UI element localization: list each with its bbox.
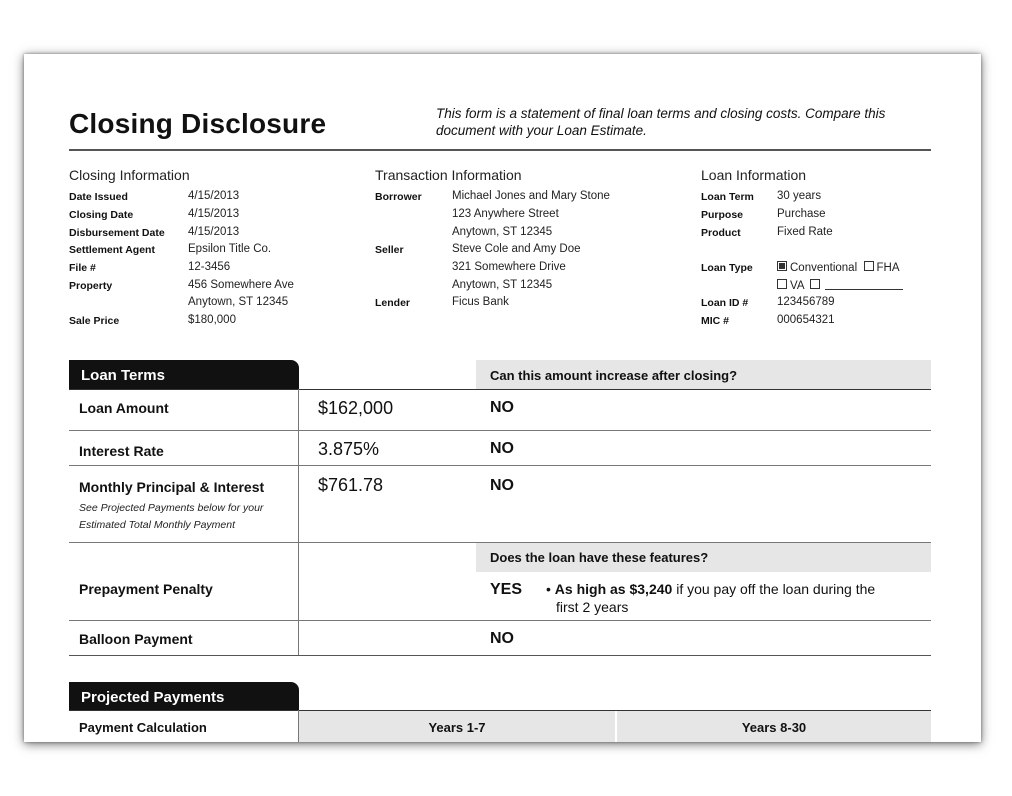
seller-label: Seller [375,244,404,256]
product-label: Product [701,227,741,239]
balloon-payment-label: Balloon Payment [79,631,193,647]
increase-question: Can this amount increase after closing? [490,368,738,383]
payment-calculation-label: Payment Calculation [79,720,207,735]
seller-address-line1: 321 Somewhere Drive [452,261,566,273]
loan-id-value: 123456789 [777,296,835,308]
loan-id-label: Loan ID # [701,297,749,309]
property-label: Property [69,280,113,292]
borrower-address-line1: 123 Anywhere Street [452,208,559,220]
monthly-pi-note: See Projected Payments below for your Estimated Total Monthly Payment [79,502,264,531]
sale-price-value: $180,000 [188,314,236,326]
prepayment-penalty-answer: YES [490,581,523,598]
closing-disclosure-page [24,54,981,742]
prepayment-amount: As high as $3,240 [554,581,673,597]
header-divider [69,149,931,151]
prepayment-detail-text: if you pay off the loan during the [672,581,876,597]
bullet: • [546,581,551,597]
settlement-agent-value: Epsilon Title Co. [188,243,272,255]
disbursement-date-value: 4/15/2013 [188,226,240,238]
file-number-value: 12-3456 [188,261,231,273]
row-divider [69,430,931,431]
page-subtitle: This form is a statement of final loan terms and closing costs. Compare this document with your Loan Estimate. [436,106,886,138]
seller-name: Steve Cole and Amy Doe [452,243,581,255]
loan-terms-tab: Loan Terms [69,360,299,389]
disbursement-date-label: Disbursement Date [69,227,165,239]
closing-info-heading: Closing Information [69,167,190,183]
sale-price-label: Sale Price [69,315,120,327]
monthly-pi-answer: NO [490,477,514,494]
monthly-pi-value: $761.78 [318,475,384,495]
settlement-agent-label: Settlement Agent [69,244,155,256]
loan-amount-answer: NO [490,399,514,416]
seller-address-line2: Anytown, ST 12345 [452,279,553,291]
loan-amount-value: $162,000 [318,398,394,418]
prepayment-penalty-detail [546,580,875,598]
borrower-address-line2: Anytown, ST 12345 [452,226,553,238]
purpose-value: Purchase [777,208,826,220]
borrower-name: Michael Jones and Mary Stone [452,190,610,202]
lender-label: Lender [375,297,411,309]
loan-terms-top-rule [69,389,931,390]
years-1-7-header: Years 1-7 [428,720,486,735]
years-8-30-header: Years 8-30 [741,720,807,735]
row-divider [69,465,931,466]
conventional-checkbox[interactable] [777,261,787,271]
other-checkbox[interactable] [810,279,820,289]
row-divider [69,620,931,621]
va-checkbox[interactable] [777,279,787,289]
loan-type-label: Loan Type [701,262,753,274]
borrower-label: Borrower [375,191,422,203]
closing-date-label: Closing Date [69,209,134,221]
balloon-payment-answer: NO [490,630,514,647]
loan-type-options-row1 [777,261,900,274]
interest-rate-value: 3.875% [318,439,380,459]
loan-info-heading: Loan Information [701,167,807,183]
property-value-line1: 456 Somewhere Ave [188,279,294,291]
interest-rate-answer: NO [490,440,514,457]
monthly-pi-label: Monthly Principal & Interest [79,479,265,495]
file-number-label: File # [69,262,96,274]
loan-term-value: 30 years [777,190,822,202]
projected-payments-tab: Projected Payments [69,682,299,711]
loan-term-label: Loan Term [701,191,754,203]
other-loan-type-blank[interactable] [825,279,903,290]
product-value: Fixed Rate [777,226,833,238]
mic-label: MIC # [701,315,730,327]
date-issued-value: 4/15/2013 [188,190,240,202]
interest-rate-label: Interest Rate [79,443,164,459]
fha-option-label: FHA [876,262,900,274]
property-value-line2: Anytown, ST 12345 [188,296,289,308]
prepayment-penalty-label: Prepayment Penalty [79,581,213,597]
mic-value: 000654321 [777,314,835,326]
va-option-label: VA [790,280,804,292]
conventional-option-label: Conventional [790,262,858,274]
closing-date-value: 4/15/2013 [188,208,240,220]
fha-checkbox[interactable] [864,261,874,271]
purpose-label: Purpose [701,209,744,221]
loan-terms-bottom-rule [69,655,931,656]
transaction-info-heading: Transaction Information [375,167,522,183]
page-title: Closing Disclosure [69,108,327,139]
loan-amount-label: Loan Amount [79,400,169,416]
date-issued-label: Date Issued [69,191,128,203]
loan-type-options-row2 [777,279,903,292]
features-question: Does the loan have these features? [490,550,709,565]
lender-name: Ficus Bank [452,296,509,308]
prepayment-detail-line2: first 2 years [556,599,629,615]
